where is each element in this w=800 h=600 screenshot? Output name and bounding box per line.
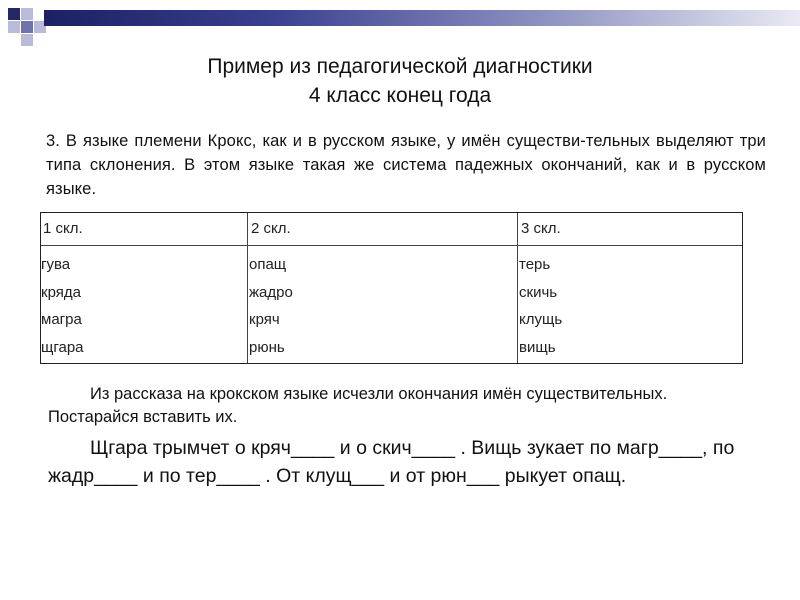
decor-square <box>21 8 33 20</box>
column-divider <box>247 213 248 363</box>
decor-square <box>8 8 20 20</box>
table-cell: щгара <box>41 338 84 356</box>
decor-square <box>8 21 20 33</box>
table-cell: кряда <box>41 283 81 301</box>
exercise-intro <box>48 383 748 429</box>
declension-table <box>40 212 743 364</box>
decor-square <box>21 34 33 46</box>
exercise-intro-text: Из рассказа на крокском языке исчезли окончания имён существительных. Постарайся вставить их. <box>48 385 668 426</box>
table-header-cell: 1 скл. <box>43 220 83 237</box>
table-cell: опащ <box>249 256 287 273</box>
decor-square <box>21 21 33 33</box>
exercise-text <box>48 434 768 490</box>
table-cell: вищь <box>519 338 556 356</box>
column-divider <box>517 213 518 363</box>
table-header-row <box>41 213 742 246</box>
table-header-cell: 3 скл. <box>521 220 561 237</box>
table-column-3 <box>519 251 562 361</box>
table-cell: гува <box>41 256 71 273</box>
exercise-sentences: Щгара трымчет о кряч____ и о скич____ . Вищь зукает по магр____, по жадр____ и по тер____ . От клущ___ и от рюн___ рыкует опащ. <box>48 437 735 487</box>
table-header-cell: 2 скл. <box>251 220 291 237</box>
slide-title <box>0 52 800 110</box>
slide-title-line2: 4 класс конец года <box>308 84 492 107</box>
table-column-2 <box>249 251 293 361</box>
table-cell: магра <box>41 311 82 328</box>
slide-title-line1: Пример из педагогической диагностики <box>207 55 593 78</box>
header-gradient-bar <box>44 10 800 26</box>
table-cell: терь <box>519 256 551 273</box>
table-cell: кряч <box>249 311 280 328</box>
task-text: 3. В языке племени Крокс, как и в русском языке, у имён существи-тельных выделяют три типа склонения. В этом языке такая же система падежных окончаний, как и в русском языке. <box>46 132 766 198</box>
table-cell: рюнь <box>249 338 285 356</box>
table-cell: жадро <box>249 283 293 301</box>
table-cell: скичь <box>519 283 558 301</box>
table-column-1 <box>41 251 84 361</box>
header-decoration <box>0 0 800 50</box>
table-cell: клущь <box>519 311 563 328</box>
